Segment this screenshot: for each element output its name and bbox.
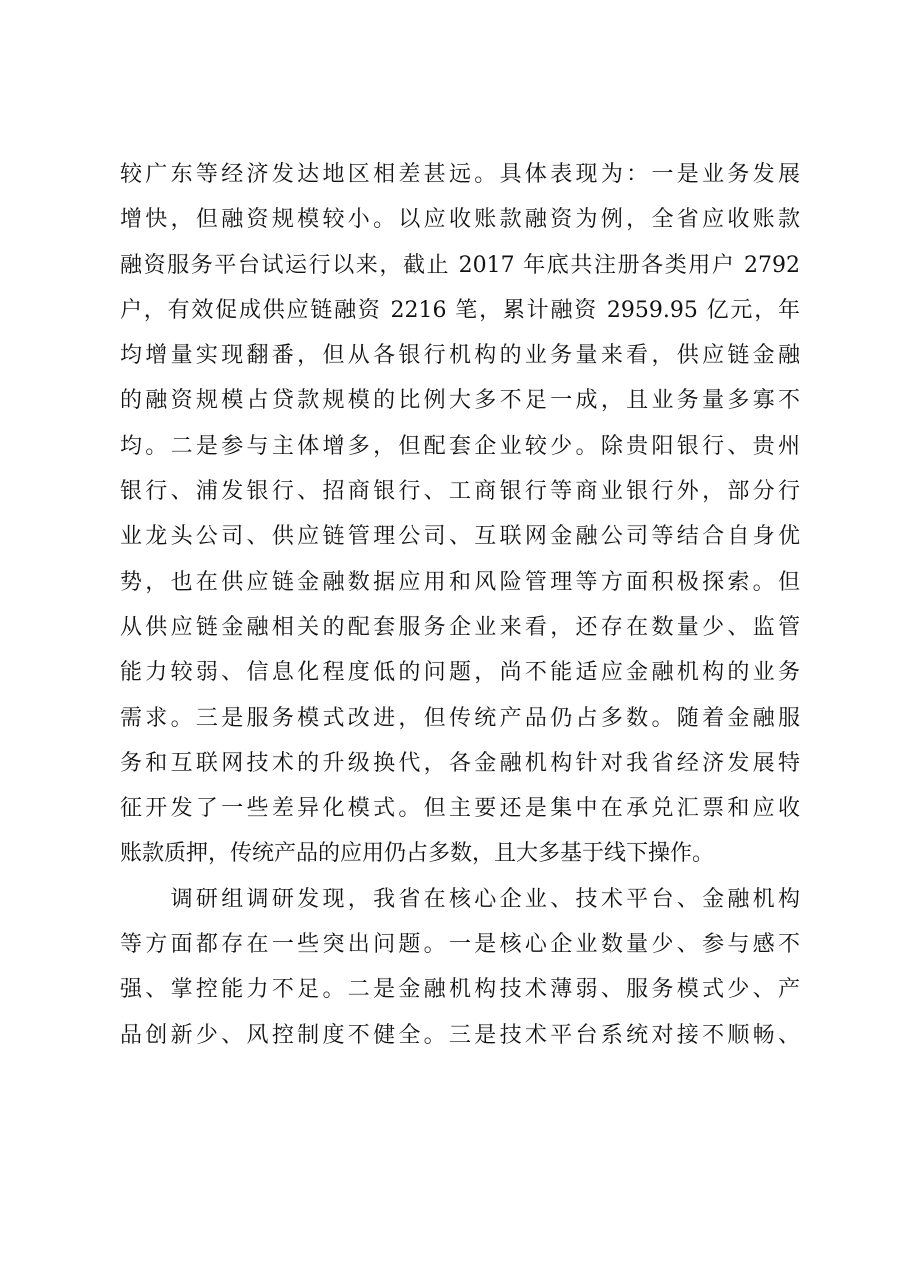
text-line: 强、掌控能力不足。二是金融机构技术薄弱、服务模式少、产 [120,977,800,1003]
text-line: 调研组调研发现，我省在核心企业、技术平台、金融机构 [120,886,800,912]
text-line: 务和互联网技术的升级换代，各金融机构针对我省经济发展特 [120,750,800,776]
text-line: 品创新少、风控制度不健全。三是技术平台系统对接不顺畅、 [120,1022,800,1048]
text-line: 融资服务平台试运行以来，截止 2017 年底共注册各类用户 2792 [120,252,800,278]
text-line: 增快，但融资规模较小。以应收账款融资为例，全省应收账款 [120,207,800,233]
text-line: 较广东等经济发达地区相差甚远。具体表现为：一是业务发展 [120,162,800,187]
text-line: 的融资规模占贷款规模的比例大多不足一成，且业务量多寡不 [120,388,800,414]
text-line: 等方面都存在一些突出问题。一是核心企业数量少、参与感不 [120,932,800,958]
text-line: 需求。三是服务模式改进，但传统产品仍占多数。随着金融服 [120,705,800,731]
text-line: 账款质押，传统产品的应用仍占多数，且大多基于线下操作。 [120,841,715,867]
text-line: 势，也在供应链金融数据应用和风险管理等方面积极探索。但 [120,569,800,595]
text-line: 均增量实现翻番，但从各银行机构的业务量来看，供应链金融 [120,343,800,369]
text-line: 业龙头公司、供应链管理公司、互联网金融公司等结合自身优 [120,524,800,550]
text-line: 均。二是参与主体增多，但配套企业较少。除贵阳银行、贵州 [120,433,800,459]
body-text [120,152,800,1058]
text-line: 能力较弱、信息化程度低的问题，尚不能适应金融机构的业务 [120,660,800,686]
text-line: 从供应链金融相关的配套服务企业来看，还存在数量少、监管 [120,614,800,640]
text-line: 征开发了一些差异化模式。但主要还是集中在承兑汇票和应收 [120,796,800,822]
text-line: 银行、浦发银行、招商银行、工商银行等商业银行外，部分行 [120,479,800,505]
text-line: 户，有效促成供应链融资 2216 笔，累计融资 2959.95 亿元，年 [120,297,800,323]
